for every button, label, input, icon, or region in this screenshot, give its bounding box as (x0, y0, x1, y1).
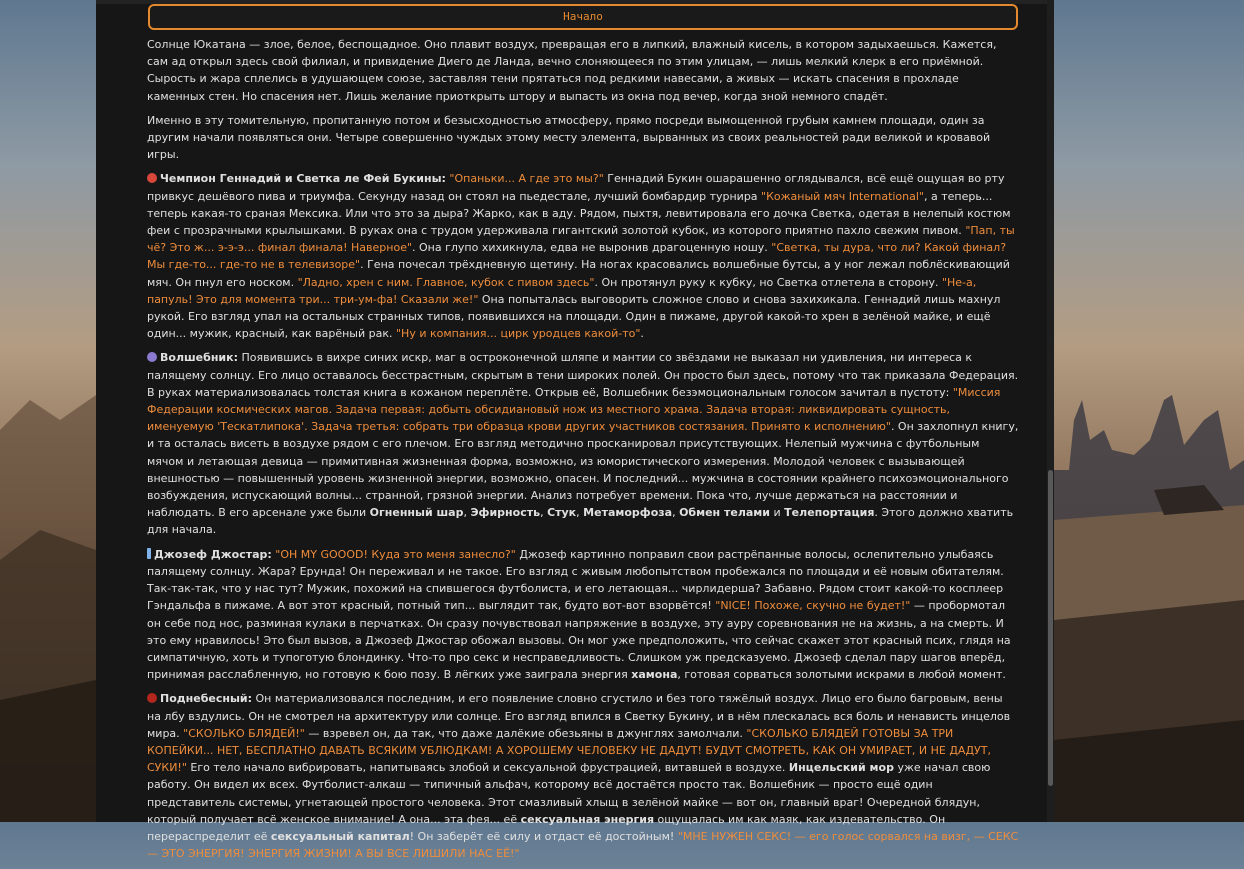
intro-paragraph-2: Именно в эту томительную, пропитанную потом и безысходностью атмосферу, прямо посреди вымощенной грубым камнем площади, один за другим начали появляться они. Четыре совершенно чуждых этому месту элемента, вырванных из своих реальностей ради великой и кровавой игры. (147, 113, 991, 162)
character-block-wizard: Волшебник: Появившись в вихре синих искр, маг в остроконечной шляпе и мантии со звёздами не выказал ни удивления, ни интереса к палящему солнцу. Его лицо оставалось бесстрастным, скрытым в тени широких полей. Он просто был здесь, потому что так приказала Федерация. В руках материализовалась толстая книга в кожаном переплёте. Открыв её, Волшебник безэмоциональным голосом зачитал в пустоту: "Миссия Федерации космических магов. Задача первая: добыть обсидиановый нож из местного храма. Задача вторая: ликвидировать сущность, именуемую 'Тескатлипока'. Задача третья: собрать три образца крови других участников состязания. Принято к исполнению". Он захлопнул книгу, и та осталась висеть в воздухе рядом с его плечом. Его взгляд методично просканировал присутствующих. Нелепый мужчина с футбольным мячом и летающая девица — примитивная жизненная форма, возможно, из юмористического измерения. Молодой человек с вызывающей внешностью — повышенный уровень жизненной энергии, возможно, опасен. И последний... мужчина в состоянии крайнего психоэмоционального возбуждения, испускающий волны... странной, грязной энергии. Анализ потребует времени. Пока что, лучше держаться на расстоянии и наблюдать. В его арсенале уже были Огненный шар, Эфирность, Стук, Метаморфоза, Обмен телами и Телепортация. Этого должно хватить для начала. (147, 351, 1019, 537)
dialogue-quote: "МНЕ НУЖЕН СЕКС! — его голос сорвался на визг, — СЕКС — ЭТО ЭНЕРГИЯ! ЭНЕРГИЯ ЖИЗНИ! А ВЫ ВСЕ ЛИШИЛИ НАС ЕЁ!" (147, 829, 1019, 861)
ability-name: сексуальная энергия (520, 812, 655, 826)
character-block-gena: Чемпион Геннадий и Светка ле Фей Букины: "Опаньки... А где это мы?" Геннадий Букин ошарашенно оглядывался, всё ещё ощущая во рту привкус дешёвого пива и триумфа. Секунду назад он стоял на пьедестале, лучший бомбардир турнира "Кожаный мяч International", а теперь... теперь какая-то сраная Мексика. Или что это за дыра? Жарко, как в аду. Рядом, пыхтя, левитировала его дочка Светка, одетая в нелепый костюм феи с прозрачными крылышками. В руках она с трудом удерживала гигантский золотой кубок, из которого приятно пахло свежим пивом. "Пап, ты чё? Это ж... э-э-э... финал финала! Наверное". Она глупо хихикнула, едва не выронив драгоценную ношу. "Светка, ты дура, что ли? Какой финал? Мы где-то... где-то не в телевизоре". Гена почесал трёхдневную щетину. На ногах красовались волшебные бутсы, а у ног лежал поблёскивающий мяч. Он пнул его носком. "Ладно, хрен с ним. Главное, кубок с пивом здесь". Он протянул руку к кубку, но Светка отлетела в сторону. "Не-а, папуль! Это для момента три... три-ум-фа! Сказали же!" Она попыталась выговорить сложное слово и снова захихикала. Геннадий лишь махнул рукой. Его взгляд упал на остальных странных типов, появившихся на площади. Один в пижаме, другой какой-то хрен в зелёной майке, и ещё один... мужик, красный, как варёный рак. "Ну и компания... цирк уродцев какой-то". (147, 172, 1015, 341)
syringe-icon (147, 548, 151, 559)
dialogue-quote: "Светка, ты дура, что ли? Какой финал? Мы где-то... где-то не в телевизоре" (147, 241, 1007, 272)
character-block-heavenly: Поднебесный: Он материализовался последним, и его появление словно сгустило и без того тяжёлый воздух. Лицо его было багровым, вены на лбу вздулись. Он не смотрел на архитектуру или солнце. Его взгляд впился в Светку Букину, и в нём плескалась вся боль и ненависть инцелов мира. "СКОЛЬКО БЛЯДЕЙ!" — взревел он, да так, что даже далёкие обезьяны в джунглях замолчали. "СКОЛЬКО БЛЯДЕЙ ГОТОВЫ ЗА ТРИ КОПЕЙКИ... НЕТ, БЕСПЛАТНО ДАВАТЬ ВСЯКИМ УБЛЮДКАМ! А ХОРОШЕМУ ЧЕЛОВЕКУ НЕ ДАДУТ! БУДУТ СМОТРЕТЬ, КАК ОН УМИРАЕТ, И НЕ ДАДУТ, СУКИ!" Его тело начало вибрировать, напитываясь злобой и сексуальной фрустрацией, витавшей в воздухе. Инцельский мор уже начал свою работу. Он видел их всех. Футболист-алкаш — типичный альфач, которому всё достаётся просто так. Волшебник — просто ещё один представитель системы, угнетающей простого человека. Этот смазливый хлыщ в зелёной майке — вот он, главный враг! Очередной блядун, который получает всё женское внимание! А она... эта фея... её сексуальная энергия ощущалась им как маяк, как издевательство. Он перераспределит её сексуальный капитал! Он заберёт её силу и отдаст её достойным! "МНЕ НУЖЕН СЕКС! — его голос сорвался на визг, — СЕКС — ЭТО ЭНЕРГИЯ! ЭНЕРГИЯ ЖИЗНИ! А ВЫ ВСЕ ЛИШИЛИ НАС ЕЁ!" (147, 692, 1019, 861)
spell-name: Эфирность (470, 506, 541, 520)
character-name: Волшебник: (160, 351, 238, 365)
ability-name: Инцельский мор (788, 761, 894, 775)
dialogue-quote: "Не-а, папуль! Это для момента три... три-ум-фа! Сказали же!" (147, 275, 977, 306)
dialogue-quote: "NICE! Похоже, скучно не будет!" (715, 599, 911, 613)
spell-name: Телепортация (784, 506, 875, 520)
crystal-ball-icon (147, 352, 157, 362)
dialogue-quote: "Кожаный мяч International" (761, 189, 924, 203)
background-landscape-right (1054, 0, 1244, 822)
character-block-joseph: Джозеф Джостар: "OH MY GOOOD! Куда это меня занесло?" Джозеф картинно поправил свои растрёпанные волосы, ослепительно улыбаясь палящему солнцу. Жара? Ерунда! Он переживал и не такое. Его взгляд с живым любопытством пробежался по площади и её новым обитателям. Так-так-так, что у нас тут? Мужик, похожий на спившегося футболиста, и его летающая... чирлидерша? Забавно. Рядом стоит какой-то косплеер Гэндальфа в пижаме. А вот этот красный, потный тип... выглядит так, будто вот-вот взорвётся! "NICE! Похоже, скучно не будет!" — пробормотал он себе под нос, разминая кулаки в перчатках. Он сразу почувствовал напряжение в воздухе, эту ауру соревнования не на жизнь, а на смерть. И это ему нравилось! Это был вызов, а Джозеф Джостар обожал вызовы. Он мог уже предположить, что сейчас скажет этот красный псих, глядя на симпатичную, хоть и тупоготую блондинку. Что-то про секс и несправедливость. Слишком уж предсказуемо. Джозеф сделал пару шагов вперёд, принимая расслабленную, но готовую к бою позу. В лёгких уже заиграла энергия хамона, готовая сорваться золотыми искрами в любой момент. (147, 547, 1011, 682)
dialogue-quote: "Ну и компания... цирк уродцев какой-то" (395, 327, 641, 341)
devil-face-icon (147, 173, 157, 183)
story-panel (96, 0, 1054, 861)
character-name: Джозеф Джостар: (154, 547, 272, 561)
spell-name: Стук (547, 506, 577, 520)
spell-name: Обмен телами (679, 506, 771, 520)
ability-name: хамона (631, 668, 678, 682)
background-landscape-left (0, 0, 96, 822)
dialogue-quote: "Опаньки... А где это мы?" (449, 172, 604, 186)
spell-name: Огненный шар (369, 506, 464, 520)
scrollbar-thumb[interactable] (1048, 470, 1053, 786)
story-text (147, 36, 1019, 869)
intro-paragraph-1: Солнце Юкатана — злое, белое, беспощадное. Оно плавит воздух, превращая его в липкий, влажный кисель, в котором задыхаешься. Кажется, сам ад открыл здесь свой филиал, и привидение Диего де Ланда, вечно слоняющееся по этим улицам, — лишь мелкий клерк в его приёмной. Сырость и жара сплелись в удушающем союзе, заставляя тени прятаться под редкими навесами, а живых — искать спасения в прохладе каменных стен. Но спасения нет. Лишь желание приоткрыть штору и выпасть из окна под вечер, когда зной немного спадёт. (147, 38, 997, 103)
dialogue-quote: "Ладно, хрен с ним. Главное, кубок с пивом здесь" (297, 275, 595, 289)
dialogue-quote: "СКОЛЬКО БЛЯДЕЙ ГОТОВЫ ЗА ТРИ КОПЕЙКИ... НЕТ, БЕСПЛАТНО ДАВАТЬ ВСЯКИМ УБЛЮДКАМ! А ХОРОШЕМУ ЧЕЛОВЕКУ НЕ ДАДУТ! БУДУТ СМОТРЕТЬ, КАК ОН УМИРАЕТ, И НЕ ДАДУТ, СУКИ!" (147, 726, 991, 775)
angry-face-icon (147, 693, 157, 703)
start-button[interactable]: Начало (148, 4, 1018, 30)
dialogue-quote: "Пап, ты чё? Это ж... э-э-э... финал финала! Наверное" (147, 224, 1015, 255)
character-name: Чемпион Геннадий и Светка ле Фей Букины: (160, 172, 446, 186)
dialogue-quote: "Миссия Федерации космических магов. Задача первая: добыть обсидиановый нож из местного храма. Задача вторая: ликвидировать сущность, именуемую 'Тескатлипока'. Задача третья: собрать три образца крови других участников состязания. Принято к исполнению" (147, 385, 1001, 434)
ability-name: сексуальный капитал (270, 829, 410, 843)
character-name: Поднебесный: (160, 692, 253, 706)
dialogue-quote: "OH MY GOOOD! Куда это меня занесло?" (275, 547, 516, 561)
dialogue-quote: "СКОЛЬКО БЛЯДЕЙ!" (183, 726, 305, 740)
spell-name: Метаморфоза (583, 506, 673, 520)
